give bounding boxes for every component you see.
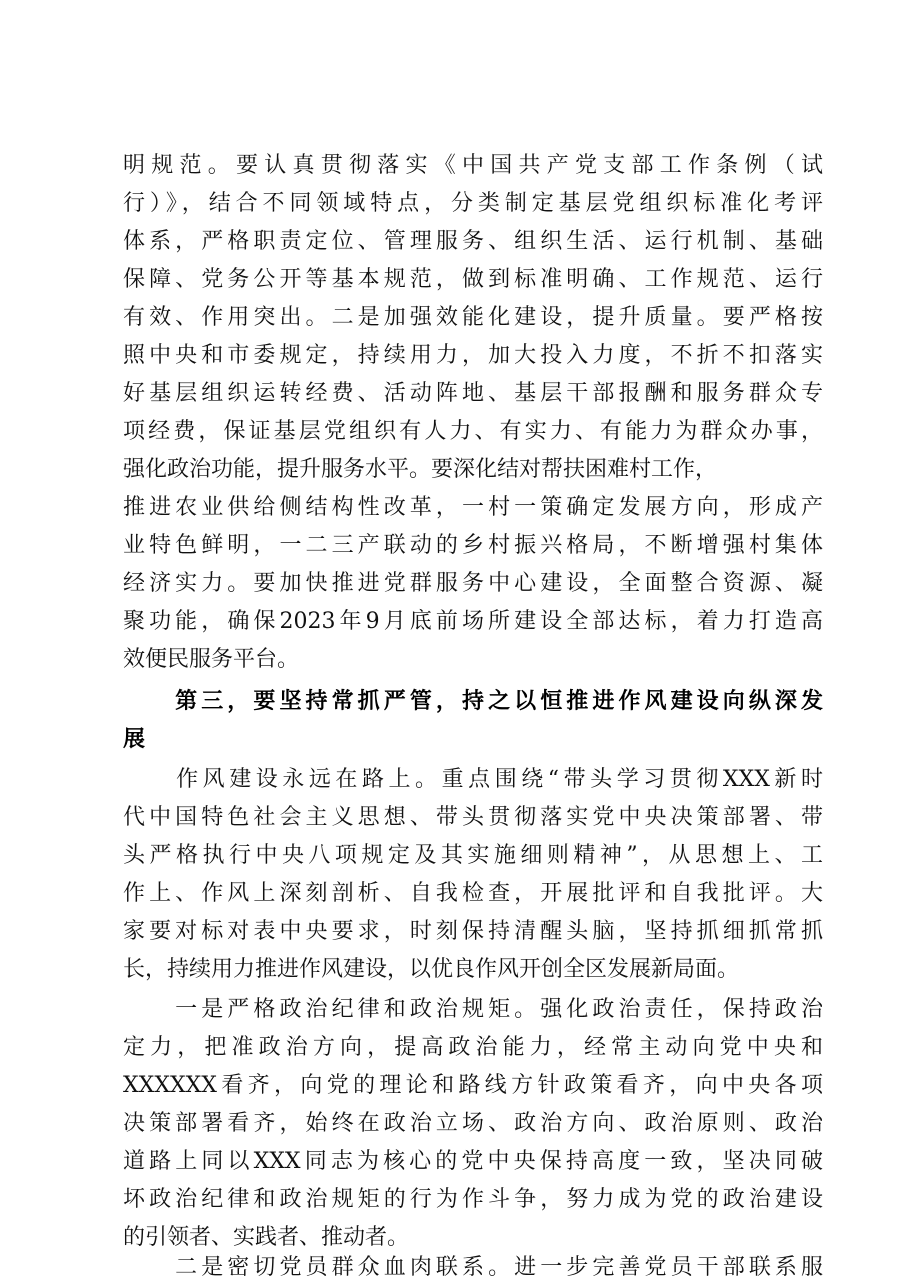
- text-line: 经济实力。要加快推进党群服务中心建设，全面整合资源、凝: [123, 571, 823, 596]
- text-line: 道路上同以XXX同志为核心的党中央保持高度一致，坚决同破: [123, 1149, 823, 1174]
- section-heading: 第三，要坚持常抓严管，持之以恒推进作风建设向纵深发: [123, 689, 823, 714]
- text-line: 体系，严格职责定位、管理服务、组织生活、运行机制、基础: [123, 229, 823, 254]
- text-line: 决策部署看齐，始终在政治立场、政治方向、政治原则、政治: [123, 1111, 823, 1136]
- text-line: 行）》，结合不同领域特点，分类制定基层党组织标准化考评: [123, 191, 823, 216]
- text-line: 一是严格政治纪律和政治规矩。强化政治责任，保持政治: [123, 997, 823, 1022]
- text-line: 头严格执行中央八项规定及其实施细则精神”，从思想上、工: [123, 843, 823, 868]
- text-line: 明规范。要认真贯彻落实《中国共产党支部工作条例（试: [123, 153, 823, 178]
- text-line: 业特色鲜明，一二三产联动的乡村振兴格局，不断增强村集体: [123, 533, 823, 558]
- text-line: 照中央和市委规定，持续用力，加大投入力度，不折不扣落实: [123, 343, 823, 368]
- text-line: 作风建设永远在路上。重点围绕“带头学习贯彻XXX新时: [123, 767, 823, 792]
- text-line: 好基层组织运转经费、活动阵地、基层干部报酬和服务群众专: [123, 381, 823, 406]
- text-line: 二是密切党员群众血肉联系。进一步完善党员干部联系服: [123, 1255, 823, 1280]
- text-line: 定力，把准政治方向，提高政治能力，经常主动向党中央和: [123, 1035, 823, 1060]
- text-line: 项经费，保证基层党组织有人力、有实力、有能力为群众办事，: [123, 419, 823, 444]
- text-line: 保障、党务公开等基本规范，做到标准明确、工作规范、运行: [123, 267, 823, 292]
- text-line: 聚功能，确保2023年9月底前场所建设全部达标，着力打造高: [123, 609, 823, 634]
- text-line: 家要对标对表中央要求，时刻保持清醒头脑，坚持抓细抓常抓: [123, 919, 823, 944]
- text-line: 的引领者、实践者、推动者。: [123, 1225, 410, 1250]
- text-line: 有效、作用突出。二是加强效能化建设，提升质量。要严格按: [123, 305, 823, 330]
- section-heading: 展: [123, 727, 146, 752]
- text-line: 作上、作风上深刻剖析、自我检查，开展批评和自我批评。大: [123, 881, 823, 906]
- text-line: 代中国特色社会主义思想、带头贯彻落实党中央决策部署、带: [123, 805, 823, 830]
- text-line: 效便民服务平台。: [123, 647, 300, 672]
- text-line: 长，持续用力推进作风建设，以优良作风开创全区发展新局面。: [123, 957, 740, 982]
- text-line: 坏政治纪律和政治规矩的行为作斗争，努力成为党的政治建设: [123, 1187, 823, 1212]
- text-line: XXXXXX看齐，向党的理论和路线方针政策看齐，向中央各项: [123, 1073, 823, 1098]
- text-line: 强化政治功能，提升服务水平。要深化结对帮扶困难村工作，: [123, 457, 718, 482]
- text-line: 推进农业供给侧结构性改革，一村一策确定发展方向，形成产: [123, 495, 823, 520]
